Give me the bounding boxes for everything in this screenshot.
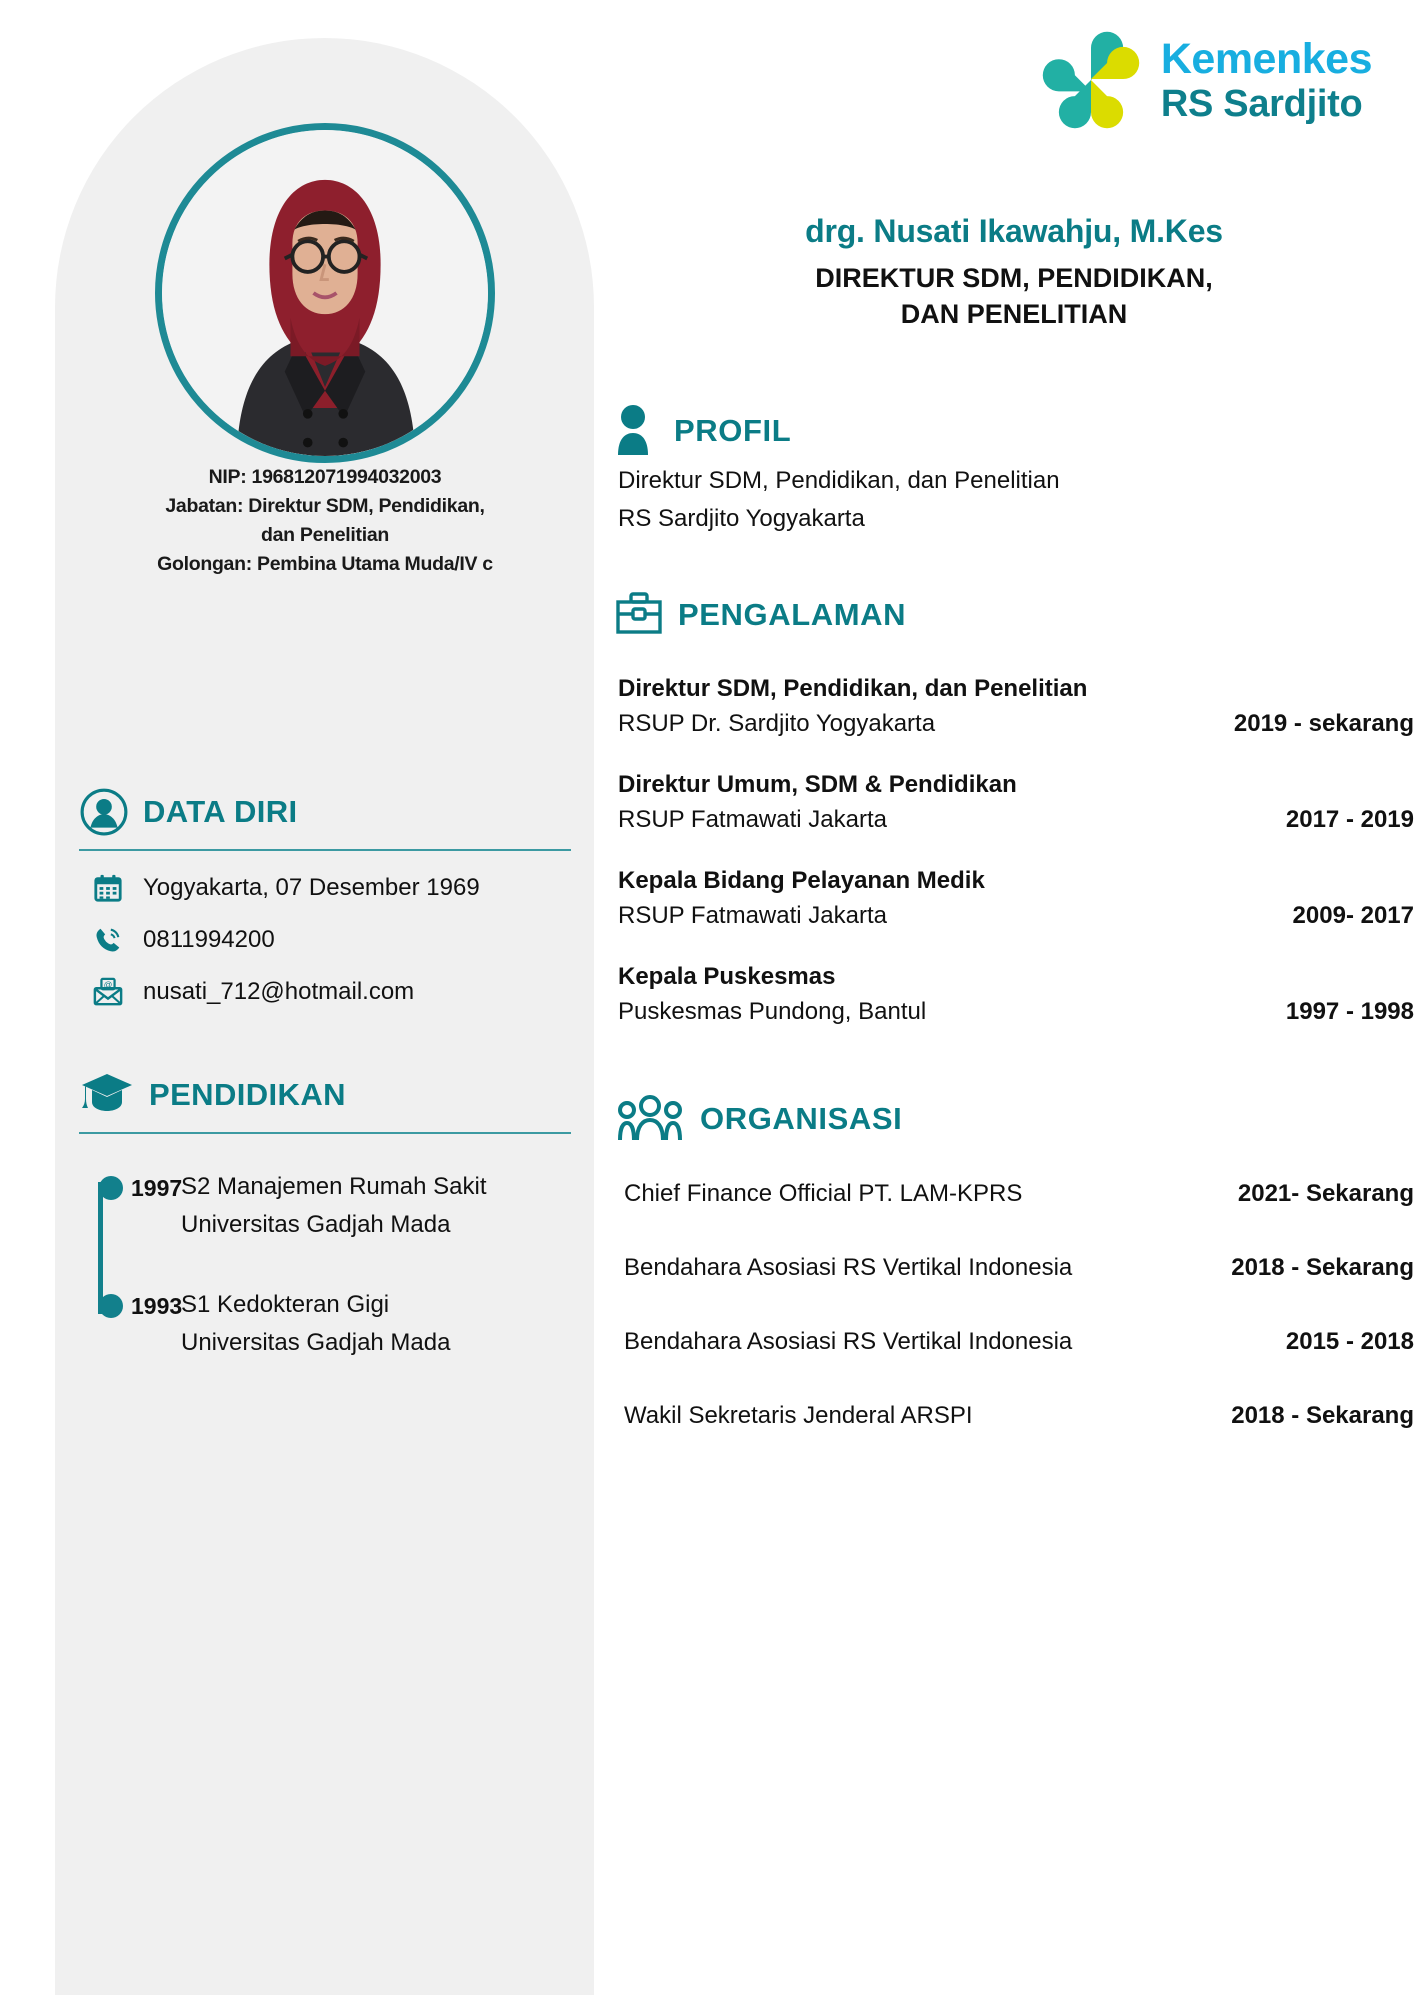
experience-place: RSUP Fatmawati Jakarta <box>618 902 887 929</box>
experience-detail <box>618 994 1414 1030</box>
experience-item <box>618 768 1414 838</box>
experience-years: 2009- 2017 <box>1292 902 1414 929</box>
pengalaman-header <box>614 584 1414 646</box>
organization-name: Bendahara Asosiasi RS Vertikal Indonesia <box>624 1328 1073 1355</box>
logo-line-1: Kemenkes <box>1160 34 1372 83</box>
experience-item <box>618 960 1414 1030</box>
portrait-photo <box>162 130 488 456</box>
experience-years: 2017 - 2019 <box>1285 806 1414 833</box>
education-item <box>89 1286 571 1362</box>
nip-text: NIP: 196812071994032003 <box>208 466 442 488</box>
education-item <box>89 1168 571 1244</box>
graduation-cap-icon <box>79 1069 135 1121</box>
timeline-dot <box>99 1176 123 1200</box>
role-line-1: DIREKTUR SDM, PENDIDIKAN, <box>815 263 1213 293</box>
organization-name: Chief Finance Official PT. LAM-KPRS <box>624 1180 1023 1207</box>
pengalaman-title: PENGALAMAN <box>678 597 907 632</box>
experience-years: 2019 - sekarang <box>1233 710 1414 737</box>
section-pengalaman <box>614 584 1414 1030</box>
experience-years: 1997 - 1998 <box>1285 998 1414 1025</box>
education-desc <box>181 1168 486 1244</box>
golongan-text: Golongan: Pembina Utama Muda/IV c <box>157 553 493 575</box>
experience-place: Puskesmas Pundong, Bantul <box>618 998 927 1025</box>
data-diri-title: DATA DIRI <box>143 794 298 829</box>
data-diri-header <box>79 783 571 841</box>
education-school: Universitas Gadjah Mada <box>181 1329 451 1356</box>
page-title: drg. Nusati Ikawahju, M.Kes <box>805 213 1223 249</box>
experience-item <box>618 864 1414 934</box>
organisasi-header <box>614 1088 1414 1150</box>
avatar <box>155 123 495 463</box>
experience-role: Direktur SDM, Pendidikan, dan Penelitian <box>618 675 1088 702</box>
experience-place: RSUP Dr. Sardjito Yogyakarta <box>618 710 936 737</box>
experience-detail <box>618 706 1414 742</box>
info-row-phone <box>79 925 571 955</box>
data-diri-divider <box>79 849 571 851</box>
pendidikan-divider <box>79 1132 571 1134</box>
pengalaman-body <box>614 672 1414 1030</box>
page-subtitle <box>614 260 1414 332</box>
pendidikan-title: PENDIDIKAN <box>149 1077 346 1112</box>
education-year: 1997 <box>131 1175 183 1201</box>
briefcase-icon <box>614 590 664 640</box>
organization-item <box>618 1180 1414 1208</box>
education-degree: S1 Kedokteran Gigi <box>181 1291 390 1318</box>
profil-body <box>614 462 1414 538</box>
pendidikan-header <box>79 1066 571 1124</box>
organization-item <box>618 1402 1414 1430</box>
organisasi-title: ORGANISASI <box>700 1101 903 1136</box>
profil-title: PROFIL <box>674 413 792 448</box>
user-circle-icon <box>79 787 129 837</box>
organization-item <box>618 1328 1414 1356</box>
education-year: 1993 <box>131 1293 183 1319</box>
education-timeline <box>79 1168 571 1362</box>
organization-name: Wakil Sekretaris Jenderal ARSPI <box>624 1402 973 1429</box>
profil-header <box>614 400 1414 462</box>
info-row-email <box>79 977 571 1007</box>
section-organisasi <box>614 1088 1414 1430</box>
experience-detail <box>618 802 1414 838</box>
experience-place: RSUP Fatmawati Jakarta <box>618 806 887 833</box>
experience-detail <box>618 898 1414 934</box>
organization-years: 2021- Sekarang <box>1237 1180 1414 1207</box>
organization-name: Bendahara Asosiasi RS Vertikal Indonesia <box>624 1254 1073 1281</box>
phone-text: 0811994200 <box>143 926 275 953</box>
section-data-diri <box>79 783 571 1007</box>
section-profil <box>614 400 1414 538</box>
education-school: Universitas Gadjah Mada <box>181 1211 451 1238</box>
organisasi-body <box>614 1180 1414 1430</box>
organization-years: 2018 - Sekarang <box>1231 1402 1414 1429</box>
experience-item <box>618 672 1414 742</box>
organization-years: 2015 - 2018 <box>1285 1328 1414 1355</box>
organization-years: 2018 - Sekarang <box>1231 1254 1414 1281</box>
jabatan-line-1: Jabatan: Direktur SDM, Pendidikan, <box>165 495 485 517</box>
calendar-icon <box>93 873 123 903</box>
identity-block <box>75 463 575 579</box>
experience-role: Direktur Umum, SDM & Pendidikan <box>618 771 1017 798</box>
profil-line-1: Direktur SDM, Pendidikan, dan Penelitian <box>618 467 1060 494</box>
person-icon <box>614 403 660 459</box>
jabatan-line-2: dan Penelitian <box>261 524 389 546</box>
logo-line-2: RS Sardjito <box>1160 82 1363 125</box>
svg-text:@: @ <box>103 979 113 990</box>
education-degree: S2 Manajemen Rumah Sakit <box>181 1173 487 1200</box>
email-text: nusati_712@hotmail.com <box>143 978 415 1005</box>
phone-icon <box>93 925 123 955</box>
main-column <box>614 0 1414 1430</box>
sidebar-panel <box>55 38 594 1995</box>
education-desc <box>181 1286 450 1362</box>
info-row-birth <box>79 873 571 903</box>
section-pendidikan <box>79 1066 571 1404</box>
email-icon <box>93 977 123 1007</box>
birth-text: Yogyakarta, 07 Desember 1969 <box>143 874 480 901</box>
organization-item <box>618 1254 1414 1282</box>
timeline-dot <box>99 1294 123 1318</box>
experience-role: Kepala Bidang Pelayanan Medik <box>618 867 985 894</box>
role-line-2: DAN PENELITIAN <box>900 299 1128 329</box>
profil-line-2: RS Sardjito Yogyakarta <box>618 505 865 532</box>
experience-role: Kepala Puskesmas <box>618 963 836 990</box>
people-group-icon <box>614 1094 686 1144</box>
